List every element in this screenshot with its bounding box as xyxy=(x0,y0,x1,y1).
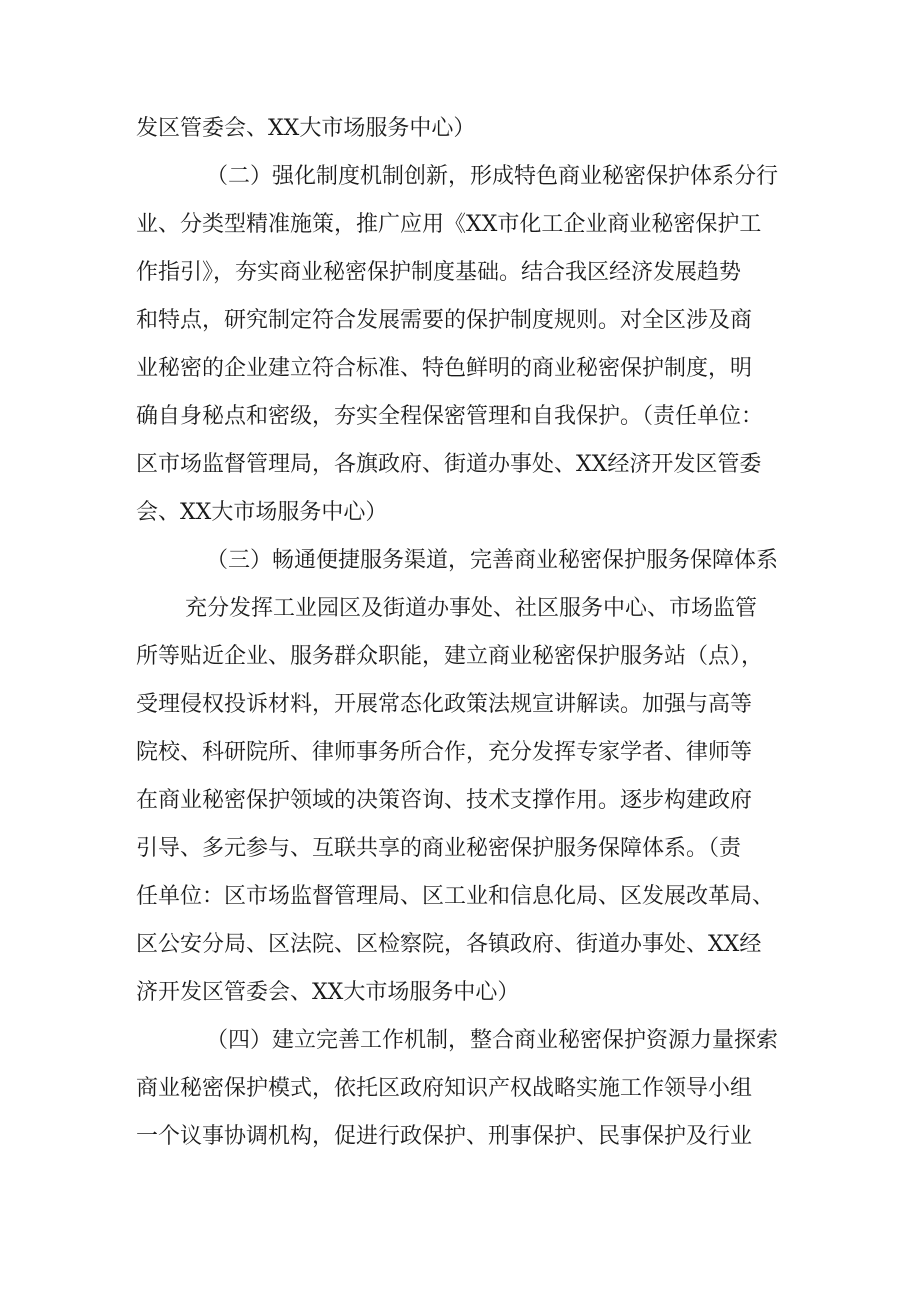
text-line: 业秘密的企业建立符合标准、特色鲜明的商业秘密保护制度，明 xyxy=(136,356,753,381)
text-line: 商业秘密保护模式，依托区政府知识产权战略实施工作领导小组 xyxy=(136,1076,753,1101)
text-line: 济开发区管委会、XX大市场服务中心） xyxy=(136,980,520,1005)
text-line: 会、XX大市场服务中心） xyxy=(136,500,388,525)
text-line: 充分发挥工业园区及街道办事处、社区服务中心、市场监管 xyxy=(185,596,758,621)
text-line: 和特点，研究制定符合发展需要的保护制度规则。对全区涉及商 xyxy=(136,308,753,333)
section-heading-4: （四）建立完善工作机制，整合商业秘密保护资源力量探索 xyxy=(206,1028,779,1053)
text-line: 受理侵权投诉材料，开展常态化政策法规宣讲解读。加强与高等 xyxy=(136,692,753,717)
text-line: 所等贴近企业、服务群众职能，建立商业秘密保护服务站（点）， xyxy=(136,644,764,669)
text-line: 发区管委会、XX大市场服务中心） xyxy=(136,116,476,141)
text-line: 区市场监督管理局，各旗政府、街道办事处、XX经济开发区管委 xyxy=(136,452,762,477)
text-line: 一个议事协调机构，促进行政保护、刑事保护、民事保护及行业 xyxy=(136,1124,753,1149)
text-line: 院校、科研院所、律师事务所合作，充分发挥专家学者、律师等 xyxy=(136,740,753,765)
text-line: 确自身秘点和密级，夯实全程保密管理和自我保护。（责任单位： xyxy=(136,404,764,429)
text-line: 作指引》，夯实商业秘密保护制度基础。结合我区经济发展趋势 xyxy=(136,260,742,285)
text-line: 引导、多元参与、互联共享的商业秘密保护服务保障体系。（责 xyxy=(136,836,742,861)
section-heading-2: （二）强化制度机制创新，形成特色商业秘密保护体系分行 xyxy=(206,164,779,189)
text-line: 区公安分局、区法院、区检察院，各镇政府、街道办事处、XX经 xyxy=(136,932,762,957)
text-line: 业、分类型精准施策，推广应用《XX市化工企业商业秘密保护工 xyxy=(136,212,762,237)
section-heading-3: （三）畅通便捷服务渠道，完善商业秘密保护服务保障体系 xyxy=(206,548,779,573)
text-line: 在商业秘密保护领域的决策咨询、技术支撑作用。逐步构建政府 xyxy=(136,788,753,813)
text-line: 任单位：区市场监督管理局、区工业和信息化局、区发展改革局、 xyxy=(136,884,775,909)
